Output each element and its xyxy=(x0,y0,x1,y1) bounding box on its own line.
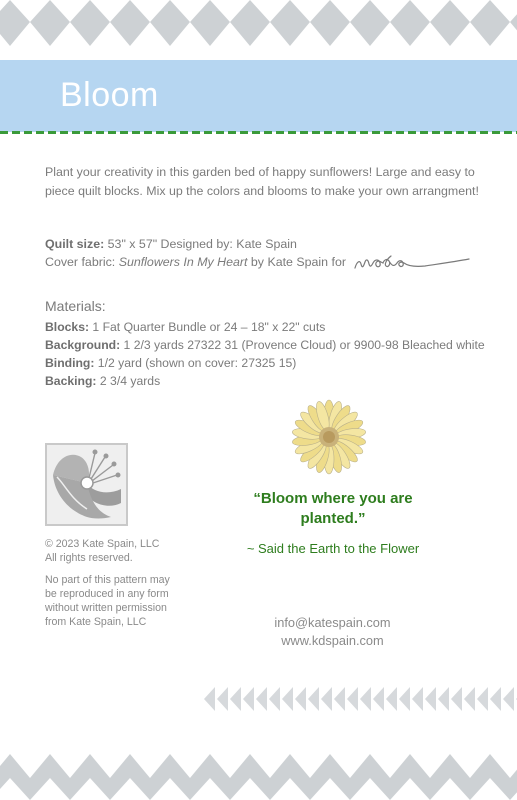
quilt-size-line xyxy=(45,235,471,253)
materials-item xyxy=(45,354,485,372)
moda-logo xyxy=(353,255,471,271)
materials-item-value: 1 2/3 yards 27322 31 (Provence Cloud) or 9900-98 Bleached white xyxy=(120,338,485,352)
materials-item xyxy=(45,318,485,336)
contact-info xyxy=(250,614,415,650)
cover-fabric-line xyxy=(45,253,471,271)
copyright-line: © 2023 Kate Spain, LLC xyxy=(45,538,160,550)
quote-text: “Bloom where you are planted.” xyxy=(253,490,413,527)
materials-item-label: Blocks: xyxy=(45,320,90,334)
cover-fabric-prefix: Cover fabric: xyxy=(45,255,119,269)
materials-item-value: 1 Fat Quarter Bundle or 24 – 18" x 22" cuts xyxy=(89,320,326,334)
copyright-block xyxy=(45,537,175,629)
contact-website[interactable]: www.kdspain.com xyxy=(281,633,384,648)
rights-line: All rights reserved. xyxy=(45,552,133,564)
dashed-divider xyxy=(0,131,517,134)
cover-fabric-suffix: by Kate Spain for xyxy=(247,255,346,269)
triangle-arrows-border xyxy=(204,686,517,712)
kate-spain-flower-logo-icon xyxy=(45,443,128,526)
materials-section xyxy=(45,297,485,390)
materials-item-value: 2 3/4 yards xyxy=(96,374,161,388)
materials-item-label: Backing: xyxy=(45,374,97,388)
quilt-size-value: 53" x 57" Designed by: Kate Spain xyxy=(104,237,297,251)
reproduction-notice: No part of this pattern may be reproduced in any form without written permission from Kate Spain, LLC xyxy=(45,574,170,628)
materials-heading: Materials: xyxy=(45,298,106,314)
quilt-specs xyxy=(45,235,471,271)
materials-item xyxy=(45,372,485,390)
contact-email[interactable]: info@katespain.com xyxy=(274,615,391,630)
bottom-zigzag-border xyxy=(0,752,517,800)
cover-fabric-title: Sunflowers In My Heart xyxy=(118,255,248,269)
page-title: Bloom xyxy=(60,76,159,114)
title-banner xyxy=(0,60,517,132)
materials-item-label: Binding: xyxy=(45,356,95,370)
top-zigzag-border xyxy=(0,0,517,48)
materials-item-value: 1/2 yard (shown on cover: 27325 15) xyxy=(94,356,297,370)
quilt-size-label: Quilt size: xyxy=(45,237,105,251)
materials-item-label: Background: xyxy=(45,338,121,352)
materials-item xyxy=(45,336,485,354)
sunflower-icon xyxy=(285,398,373,476)
intro-text: Plant your creativity in this garden bed of happy sunflowers! Large and easy to piece quilt blocks. Mix up the colors and blooms to make your own arrangment! xyxy=(45,165,479,198)
quote-attribution: ~ Said the Earth to the Flower xyxy=(246,541,420,556)
